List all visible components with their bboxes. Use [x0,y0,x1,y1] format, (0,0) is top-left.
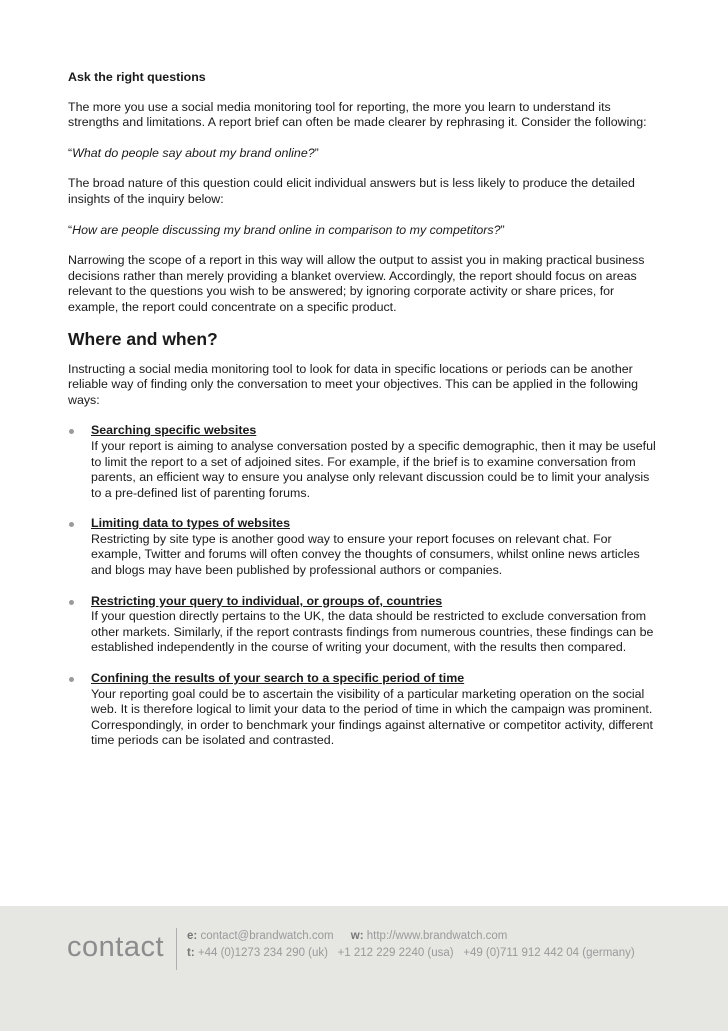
list-item-body: Your reporting goal could be to ascertain the visibility of a particular marketing operation on the social web. It is therefore logical to limit your data to the period of time in which the campaign was prominent. Correspondingly, in order to benchmark your findings against alternative or competitor activity, different time periods can be isolated and contrasted. [91,686,653,748]
bullet-list [68,423,660,749]
quote-2 [68,223,660,239]
list-item-title: Limiting data to types of websites [91,516,290,531]
section-heading-questions: Ask the right questions [68,70,206,84]
document-body [68,70,660,764]
phone-germany: +49 (0)711 912 442 04 (germany) [463,947,635,959]
bullet-icon [69,600,74,605]
footer-line-web [187,930,507,942]
quote-1-text: What do people say about my brand online? [72,145,315,160]
quote-2-text: How are people discussing my brand online in comparison to my competitors? [72,222,501,237]
quote-mark: ” [500,222,505,237]
email-label: e: [187,930,198,942]
list-item-title: Restricting your query to individual, or groups of, countries [91,593,443,608]
list-item [68,594,660,656]
paragraph-narrowing: Narrowing the scope of a report in this way will allow the output to assist you in making practical business decisions rather than merely providing a blanket overview. Accordingly, the report should focus on areas relevant to the questions you wish to be answered; by ignoring corporate activity or share prices, for example, the report could concentrate on a specific product. [68,253,645,314]
list-item-body: If your question directly pertains to the UK, the data should be restricted to exclude conversation from other markets. Similarly, if the report contrasts findings from numerous countries, these findings can be established independently in the course of writing your document, with the results then compared. [91,609,654,655]
footer-divider [176,928,177,970]
paragraph-instructing: Instructing a social media monitoring tool to look for data in specific locations or periods can be another reliable way of finding only the conversation to meet your objectives. This can be applied in the following ways: [68,361,639,407]
list-item [68,671,660,749]
bullet-icon [69,429,74,434]
bullet-icon [69,677,74,682]
phone-usa: +1 212 229 2240 (usa) [337,947,454,959]
phone-uk: +44 (0)1273 234 290 (uk) [197,947,328,959]
list-item-body: Restricting by site type is another good way to ensure your report focuses on relevant chat. For example, Twitter and forums will often convey the thoughts of consumers, whilst online news articles and blogs may have been published by professional authors or companies. [91,531,640,578]
section-heading-where-when: Where and when? [68,328,218,349]
email-link[interactable]: contact@brandwatch.com [200,930,334,942]
contact-label: contact [67,931,164,963]
list-item-title: Confining the results of your search to a specific period of time [91,671,465,686]
bullet-icon [69,522,74,527]
quote-1 [68,146,660,162]
paragraph-intro: The more you use a social media monitoring tool for reporting, the more you learn to understand its strengths and limitations. A report brief can often be made clearer by rephrasing it. Consider the following: [68,99,647,130]
paragraph-broad: The broad nature of this question could elicit individual answers but is less likely to produce the detailed insights of the inquiry below: [68,176,635,206]
list-item [68,423,660,501]
list-item-title: Searching specific websites [91,423,257,438]
quote-mark: “ [68,222,73,237]
website-link[interactable]: http://www.brandwatch.com [366,930,508,942]
tel-label: t: [187,947,195,959]
footer-line-phone [187,947,635,959]
web-label: w: [350,930,364,942]
list-item [68,516,660,578]
list-item-body: If your report is aiming to analyse conversation posted by a specific demographic, then it may be useful to limit the report to a set of adjoined sites. For example, if the brief is to examine conversation from parents, an efficient way to ensure you analyse only relevant discussion could be to limit your analysis to a pre-defined list of parenting forums. [91,438,656,500]
contact-footer [0,906,728,1031]
quote-mark: ” [314,145,319,160]
quote-mark: “ [68,145,73,160]
